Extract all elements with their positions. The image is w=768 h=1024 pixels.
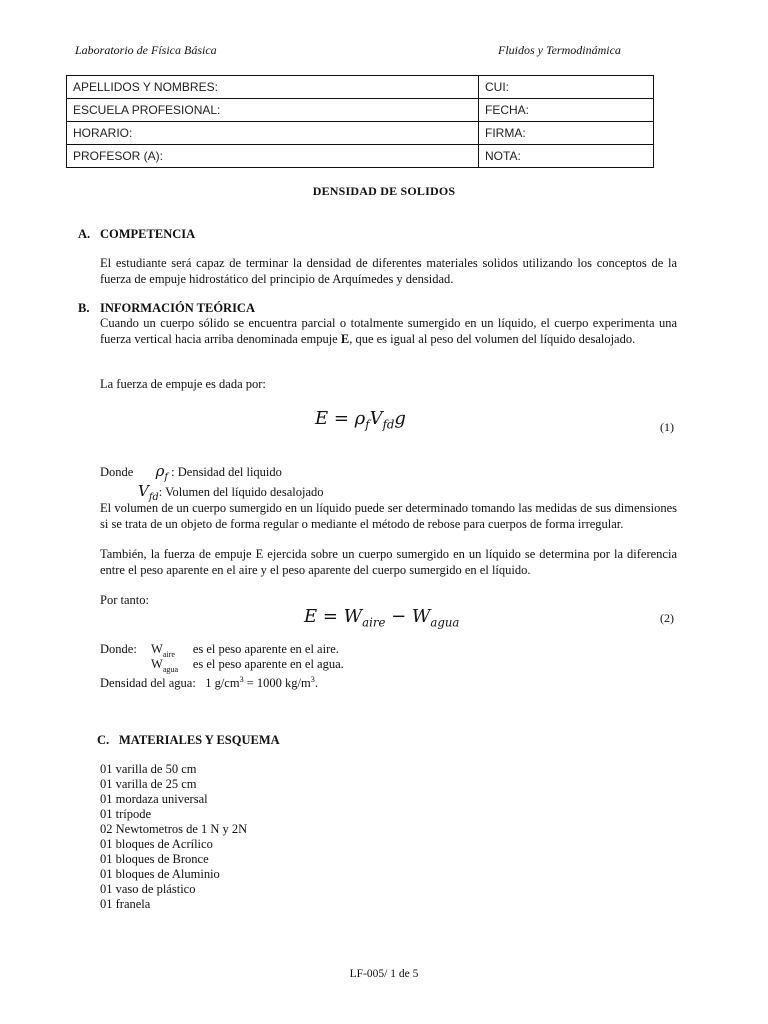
donde-label: Donde:	[100, 642, 137, 656]
field-cui: CUI:	[479, 76, 654, 99]
text-span: , que es igual al peso del volumen del líquido desalojado.	[349, 331, 636, 346]
table-row	[67, 76, 654, 99]
table-row	[67, 99, 654, 122]
densidad-value: = 1000 kg/m	[243, 676, 311, 691]
densidad-agua-line	[100, 672, 318, 691]
student-info-table	[66, 75, 654, 168]
w-subscript: aire	[162, 649, 175, 659]
page-title: DENSIDAD DE SOLIDOS	[312, 184, 456, 198]
field-horario: HORARIO:	[67, 122, 479, 145]
v-description: : Volumen del líquido desalojado	[158, 485, 324, 499]
w-symbol: W	[151, 642, 163, 656]
densidad-value: 1 g/cm	[205, 676, 240, 691]
section-b-paragraph-2: La fuerza de empuje es dada por:	[100, 377, 266, 391]
section-letter: B.	[78, 301, 90, 315]
equation-1: $E = \rho_fV_{fd}g$	[315, 408, 406, 432]
section-b-paragraph-3: El volumen de un cuerpo sumergido en un líquido puede ser determinado tomando las medidas de sus dimensiones si se trata de un objeto de forma regular o mediante el método de rebose para cuerpos de forma irregular.	[100, 501, 677, 531]
v-fd-symbol: $V_{fd}$	[138, 482, 159, 503]
list-item: 01 bloques de Bronce	[100, 852, 209, 866]
donde-rho-line	[100, 464, 282, 485]
section-b-paragraph-1	[100, 316, 677, 347]
w-subscript: agua	[162, 664, 179, 674]
densidad-label: Densidad del agua:	[100, 676, 196, 691]
equation-2: $E = W_{aire} - W_{agua}$	[304, 606, 460, 630]
section-b-heading	[78, 301, 255, 316]
header-left: Laboratorio de Física Básica	[75, 43, 217, 57]
field-nota: NOTA:	[479, 145, 654, 168]
field-fecha: FECHA:	[479, 99, 654, 122]
list-item: 01 trípode	[100, 807, 152, 821]
section-letter: A.	[78, 227, 91, 241]
rho-f-symbol: $\rho_f$	[155, 462, 169, 483]
w-agua-description: es el peso aparente en el agua.	[192, 657, 344, 671]
text-span: Cuando un cuerpo sólido se encuentra parcial o totalmente sumergido en un líquido, el cuerpo experimenta una fuerza vertical hacia arriba denominada empuje	[100, 316, 677, 346]
materials-list	[100, 762, 247, 912]
period: .	[314, 676, 318, 691]
page-footer: LF-005/ 1 de 5	[349, 968, 419, 980]
field-apellidos: APELLIDOS Y NOMBRES:	[67, 76, 479, 99]
section-title: MATERIALES Y ESQUEMA	[119, 733, 280, 747]
superscript: 3	[239, 675, 244, 684]
section-a-text: El estudiante será capaz de terminar la densidad de diferentes materiales solidos utilizando los conceptos de la fuerza de empuje hidrostático del principio de Arquímedes y densidad.	[100, 256, 677, 286]
section-title: COMPETENCIA	[100, 227, 196, 241]
por-tanto-label: Por tanto:	[100, 593, 149, 607]
header-right: Fluidos y Termodinámica	[498, 43, 621, 57]
equation-1-number: (1)	[660, 420, 674, 434]
list-item: 01 bloques de Aluminio	[100, 867, 220, 881]
w-symbol: W	[151, 657, 163, 671]
bold-text: E	[340, 331, 350, 346]
section-letter: C.	[97, 733, 110, 747]
donde-label: Donde	[100, 465, 134, 479]
list-item: 01 mordaza universal	[100, 792, 208, 806]
section-title: INFORMACIÓN TEÓRICA	[100, 301, 255, 315]
table-row	[67, 122, 654, 145]
list-item: 01 varilla de 25 cm	[100, 777, 197, 791]
field-firma: FIRMA:	[479, 122, 654, 145]
superscript: 3	[310, 675, 315, 684]
table-row	[67, 145, 654, 168]
list-item: 01 franela	[100, 897, 151, 911]
list-item: 02 Newtometros de 1 N y 2N	[100, 822, 248, 836]
w-aire-description: es el peso aparente en el aire.	[192, 642, 339, 656]
equation-2-number: (2)	[660, 611, 674, 625]
field-escuela: ESCUELA PROFESIONAL:	[67, 99, 479, 122]
list-item: 01 vaso de plástico	[100, 882, 196, 896]
list-item: 01 varilla de 50 cm	[100, 762, 197, 776]
field-profesor: PROFESOR (A):	[67, 145, 479, 168]
rho-description: : Densidad del liquido	[171, 465, 282, 479]
section-a-heading	[78, 227, 195, 242]
section-b-paragraph-4: También, la fuerza de empuje E ejercida sobre un cuerpo sumergido en un líquido se determina por la diferencia entre el peso aparente en el aire y el peso aparente del cuerpo sumergido en el líquido.	[100, 547, 677, 577]
list-item: 01 bloques de Acrílico	[100, 837, 213, 851]
section-c-heading	[97, 733, 280, 748]
